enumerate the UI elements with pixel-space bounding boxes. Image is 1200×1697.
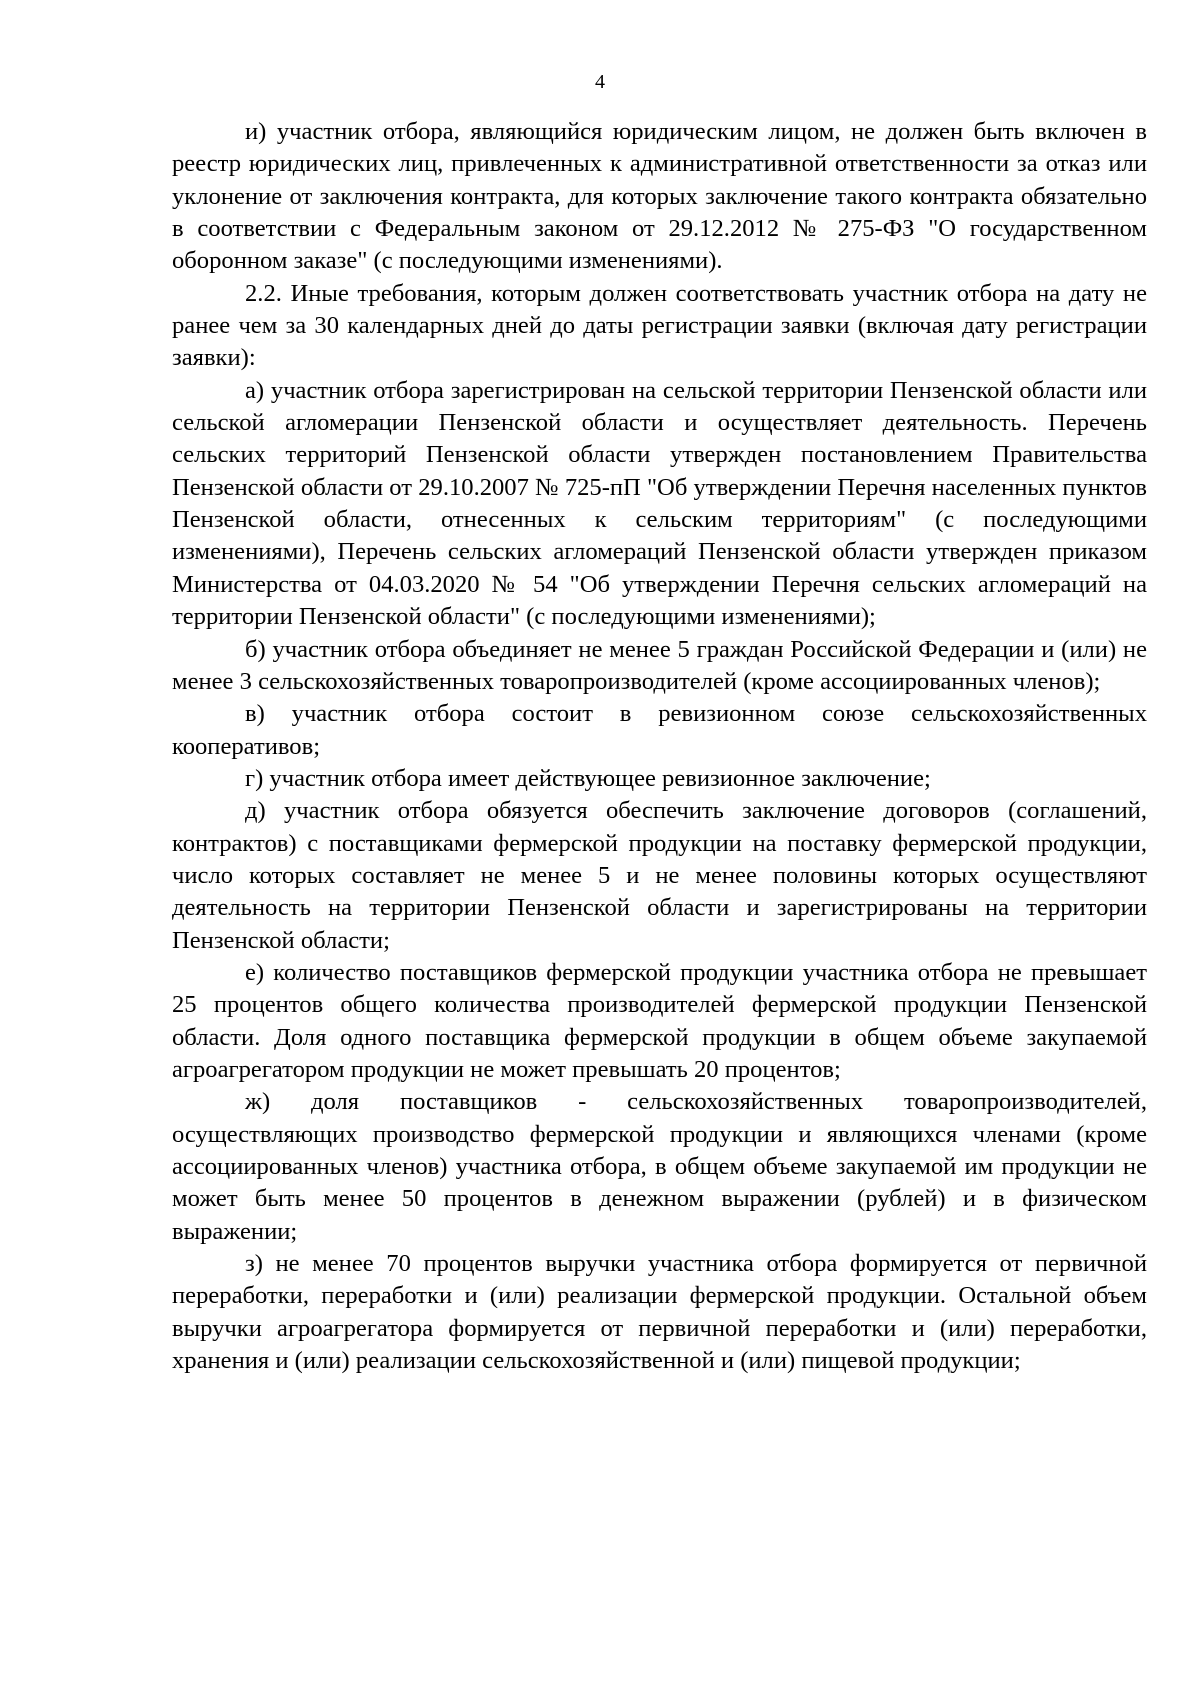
page-number: 4: [595, 71, 605, 93]
paragraph-b-members-count: б) участник отбора объединяет не менее 5 граждан Российской Федерации и (или) не менее 3 сельскохозяйственных товаропроизводителей (кроме ассоциированных членов);: [172, 635, 1147, 695]
paragraph-z-revenue-share: з) не менее 70 процентов выручки участника отбора формируется от первичной переработки, переработки и (или) реализации фермерской продукции. Остальной объем выручки агроагрегатора формируется от первичной переработки и (или) переработки, хранения и (или) реализации сельскохозяйственной и (или) пищевой продукции;: [172, 1250, 1147, 1375]
paragraph-g-revision-conclusion: г) участник отбора имеет действующее ревизионное заключение;: [245, 764, 931, 792]
paragraph-2-2-other-requirements: 2.2. Иные требования, которым должен соответствовать участник отбора на дату не ранее чем за 30 календарных дней до даты регистрации заявки (включая дату регистрации заявки):: [172, 279, 1147, 372]
paragraph-zh-members-share: ж) доля поставщиков - сельскохозяйственных товаропроизводителей, осуществляющих производство фермерской продукции и являющихся членами (кроме ассоциированных членов) участника отбора, в общем объеме закупаемой им продукции не может быть менее 50 процентов в денежном выражении (рублей) и в физическом выражении;: [172, 1088, 1147, 1245]
document-body: [172, 116, 1147, 1377]
paragraph-d-supplier-contracts: д) участник отбора обязуется обеспечить заключение договоров (соглашений, контрактов) с поставщиками фермерской продукции на поставку фермерской продукции, число которых составляет не менее 5 и не менее половины которых осуществляют деятельность на территории Пензенской области и зарегистрированы на территории Пензенской области;: [172, 797, 1147, 954]
paragraph-v-revision-union: в) участник отбора состоит в ревизионном союзе сельскохозяйственных кооперативов;: [172, 700, 1147, 760]
paragraph-e-suppliers-share: е) количество поставщиков фермерской продукции участника отбора не превышает 25 процентов общего количества производителей фермерской продукции Пензенской области. Доля одного поставщика фермерской продукции в общем объеме закупаемой агроагрегатором продукции не может превышать 20 процентов;: [172, 958, 1147, 1083]
paragraph-a-rural-registration: а) участник отбора зарегистрирован на сельской территории Пензенской области или сельской агломерации Пензенской области и осуществляет деятельность. Перечень сельских территорий Пензенской области утвержден постановлением Правительства Пензенской области от 29.10.2007 № 725-пП "Об утверждении Перечня населенных пунктов Пензенской области, отнесенных к сельским территориям" (с последующими изменениями), Перечень сельских агломераций Пензенской области утвержден приказом Министерства от 04.03.2020 № 54 "Об утверждении Перечня сельских агломераций на территории Пензенской области" (с последующими изменениями);: [172, 376, 1147, 631]
paragraph-i-legal-entity-registry: и) участник отбора, являющийся юридическим лицом, не должен быть включен в реестр юридических лиц, привлеченных к административной ответственности за отказ или уклонение от заключения контракта, для которых заключение такого контракта обязательно в соответствии с Федеральным законом от 29.12.2012 № 275-ФЗ "О государственном оборонном заказе" (с последующими изменениями).: [172, 118, 1147, 275]
